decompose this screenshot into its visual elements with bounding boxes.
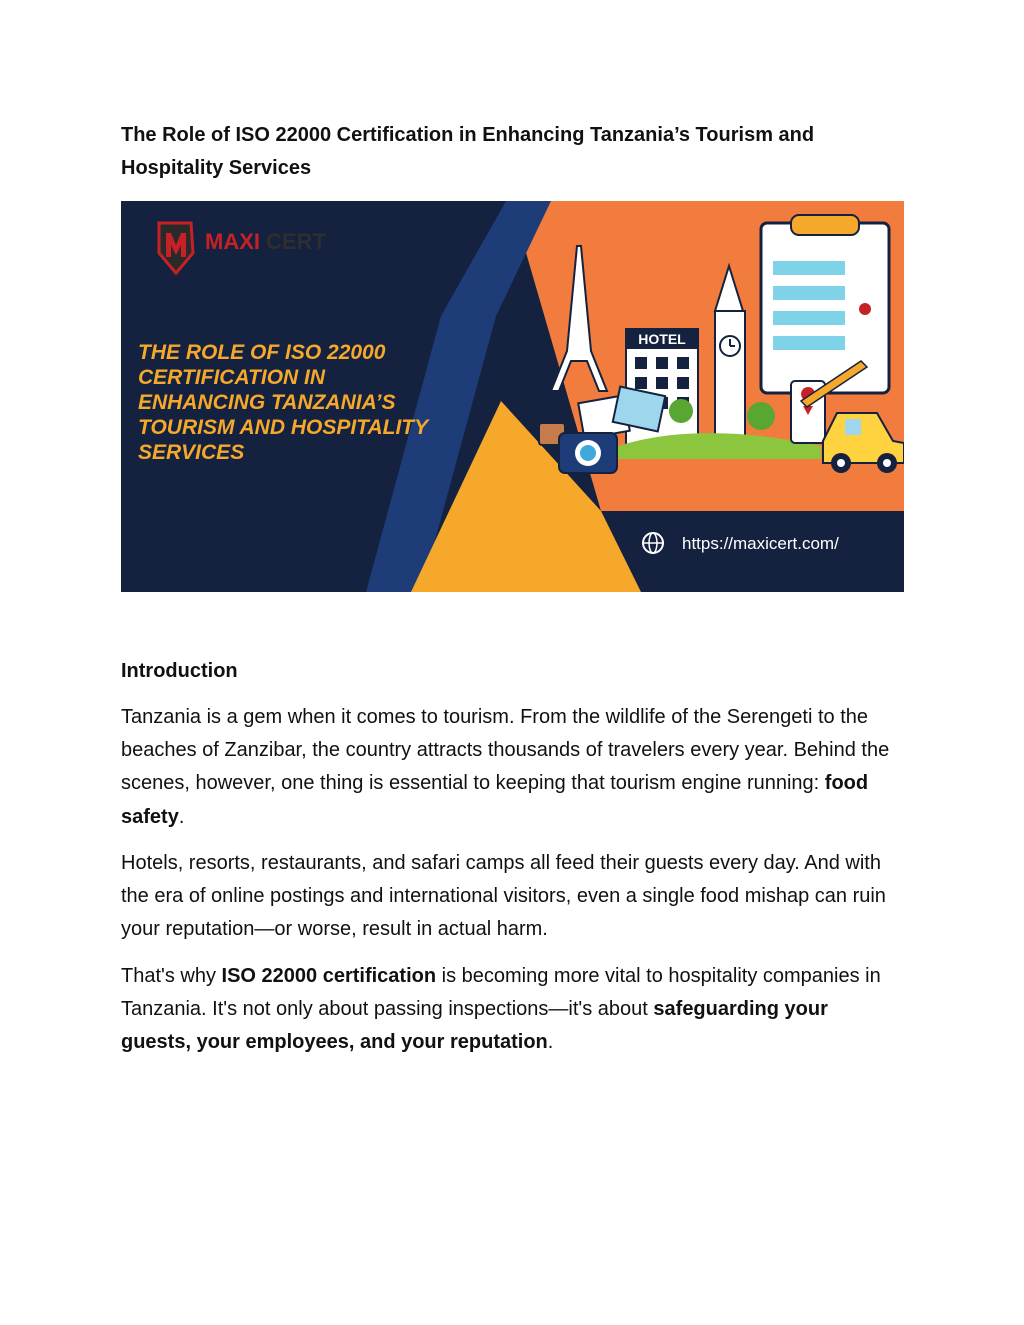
introduction-heading: Introduction <box>121 660 238 682</box>
headline-line-2: CERTIFICATION IN <box>138 366 326 389</box>
p3-start: That's why <box>121 965 222 987</box>
headline-line-3: ENHANCING TANZANIA’S <box>138 391 396 414</box>
p3-bold-iso: ISO 22000 certification <box>221 965 437 987</box>
hotel-building-icon <box>626 329 698 447</box>
p1-bold-food-safety: food safety <box>121 772 869 828</box>
logo-text-cert: CERT <box>266 229 326 254</box>
headline-line-1: THE ROLE OF ISO 22000 <box>138 341 386 364</box>
banner-url-text: https://maxicert.com/ <box>682 534 839 553</box>
p1-end: . <box>178 805 185 828</box>
p3-bold-safeguarding: safeguarding your guests, your employees, and your reputation <box>121 998 828 1054</box>
hotel-sign: HOTEL <box>638 331 686 347</box>
banner-image <box>121 201 904 592</box>
intro-paragraph-3 <box>121 960 901 1060</box>
logo-text-maxi: MAXI <box>205 229 260 254</box>
tree-icon <box>669 399 693 423</box>
checklist-clipboard-icon <box>761 215 889 393</box>
headline-line-4: TOURISM AND HOSPITALITY <box>138 416 429 439</box>
p1-text: Tanzania is a gem when it comes to tourism. From the wildlife of the Serengeti to the beaches of Zanzibar, the country attracts thousands of travelers every year. Behind the scenes, however, one thing is essential to keeping that tourism engine running: <box>121 706 890 795</box>
p3-end: . <box>547 1031 554 1054</box>
headline-line-5: SERVICES <box>138 441 245 464</box>
camera-icon <box>559 433 617 473</box>
intro-paragraph-2: Hotels, resorts, restaurants, and safari camps all feed their guests every day. And with the era of online postings and international visitors, even a single food mishap can ruin your reputation—or worse, result in actual harm. <box>121 852 886 941</box>
intro-paragraph-1 <box>121 701 901 834</box>
tree-icon <box>747 402 775 430</box>
document-title: The Role of ISO 22000 Certification in Enhancing Tanzania’s Tourism and Hospitality Services <box>121 124 815 179</box>
p3-mid: is becoming more vital to hospitality companies in Tanzania. It's not only about passing inspections—it's about <box>121 965 881 1021</box>
